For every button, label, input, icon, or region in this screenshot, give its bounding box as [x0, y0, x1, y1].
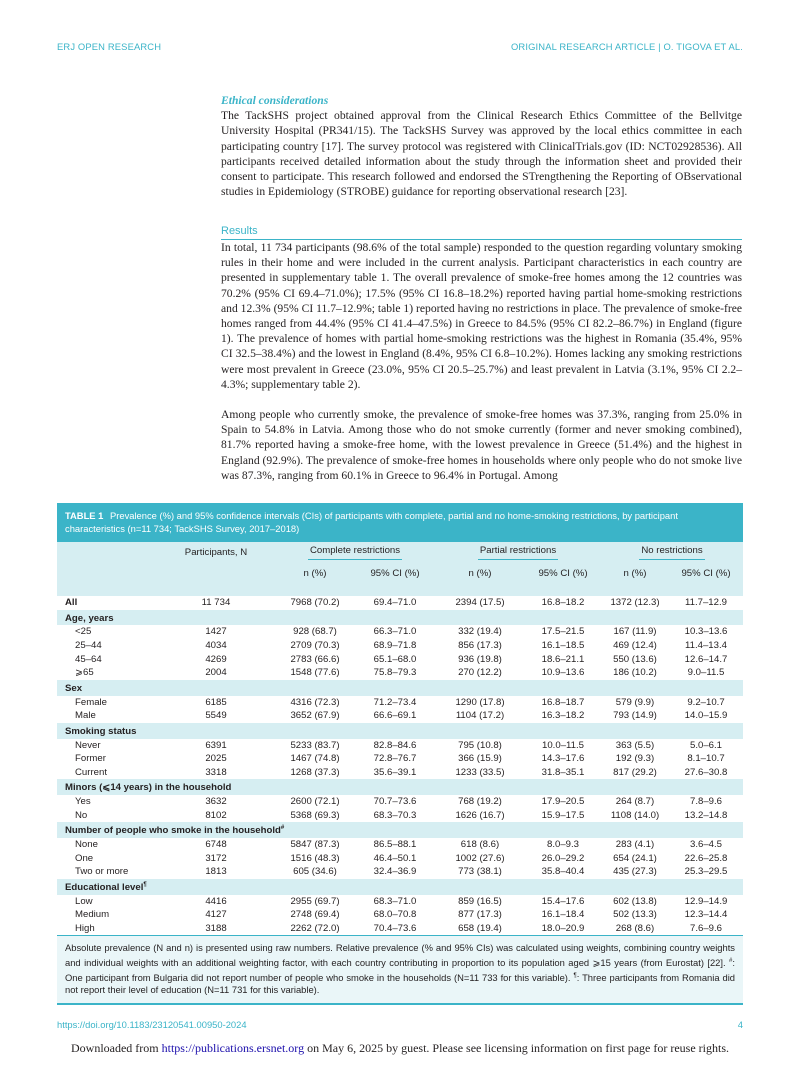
table-cell: 2709 (70.3) [290, 639, 340, 651]
row-label: Male [75, 710, 96, 722]
table-cell: 602 (13.8) [613, 895, 657, 907]
table-cell: 4269 [205, 653, 227, 665]
table-row [57, 653, 743, 667]
table-cell: 3652 (67.9) [290, 710, 340, 722]
table-cell: 6391 [205, 739, 227, 751]
table-cell: 66.3–71.0 [373, 626, 417, 638]
table-row [57, 852, 743, 866]
table-row [57, 752, 743, 766]
table-cell: 768 (19.2) [458, 796, 502, 808]
table-cell: 86.5–88.1 [373, 839, 417, 851]
table-cell: 2783 (66.6) [290, 653, 340, 665]
table-cell: 16.8–18.2 [541, 597, 585, 608]
table-cell: 15.4–17.6 [541, 895, 585, 907]
table-row [57, 865, 743, 879]
table-cell: 264 (8.7) [615, 796, 655, 808]
table-row [57, 739, 743, 753]
table-cell: 859 (16.5) [458, 895, 502, 907]
table-cell: 11 734 [201, 597, 231, 608]
table-cell: 856 (17.3) [458, 639, 502, 651]
table-cell: 16.8–18.7 [541, 696, 585, 708]
ethics-section [221, 93, 742, 199]
row-label: High [75, 922, 95, 934]
download-notice: Downloaded from https://publications.ersnet.org on May 6, 2025 by guest. Please see licensing information on first page for reuse rights. [70, 1041, 729, 1055]
results-table [57, 542, 743, 935]
table-cell: 773 (38.1) [458, 866, 502, 878]
table-cell: 186 (10.2) [613, 667, 657, 679]
table-cell: 71.2–73.4 [373, 696, 417, 708]
table-cell: 1467 (74.8) [290, 753, 340, 765]
header-group-none: No restrictions [601, 542, 743, 562]
table-footnote [57, 935, 743, 1005]
row-label: Low [75, 895, 93, 907]
row-label: No [75, 809, 88, 821]
table-cell: 16.1–18.5 [541, 639, 585, 651]
table-cell: 1813 [205, 866, 227, 878]
header-complete-n: n (%) [275, 562, 355, 584]
row-label: Yes [75, 796, 91, 808]
row-label: Female [75, 696, 107, 708]
table-cell: 5368 (69.3) [290, 809, 340, 821]
table-cell: 8102 [205, 809, 227, 821]
category-footnote-mark: # [280, 825, 285, 832]
row-label: 45–64 [75, 653, 102, 665]
table-row [57, 766, 743, 780]
header-participants: Participants, N [157, 542, 275, 562]
table-cell: 2394 (17.5) [455, 597, 505, 608]
table-row [57, 666, 743, 680]
table-cell: 35.6–39.1 [373, 766, 417, 778]
table-cell: 1268 (37.3) [290, 766, 340, 778]
results-heading-rule [221, 225, 742, 240]
table-cell: 7968 (70.2) [290, 597, 340, 608]
table-cell: 5847 (87.3) [290, 839, 340, 851]
table-cell: 3632 [205, 796, 227, 808]
table-cell: 658 (19.4) [458, 922, 502, 934]
table-cell: 12.9–14.9 [684, 895, 728, 907]
results-section [221, 240, 742, 483]
table-cell: 3318 [205, 766, 227, 778]
table-cell: 17.9–20.5 [541, 796, 585, 808]
table-cell: 1372 (12.3) [610, 597, 660, 608]
table-cell: 12.6–14.7 [684, 653, 728, 665]
table-row [57, 895, 743, 909]
table-label: TABLE 1 [65, 510, 104, 521]
ethics-heading: Ethical considerations [221, 94, 329, 107]
header-group-complete: Complete restrictions [275, 542, 435, 562]
row-label: Current [75, 766, 107, 778]
header-none-ci: 95% CI (%) [669, 562, 743, 584]
table-cell: 6185 [205, 696, 227, 708]
table-cell: 5.0–6.1 [689, 739, 722, 751]
table-row [57, 639, 743, 653]
table-cell: 72.8–76.7 [373, 753, 417, 765]
table-cell: 82.8–84.6 [373, 739, 417, 751]
table-cell: 68.3–70.3 [373, 809, 417, 821]
table-cell: 2600 (72.1) [290, 796, 340, 808]
table-cell: 12.3–14.4 [684, 909, 728, 921]
page-number: 4 [737, 1019, 743, 1030]
table-cell: 4034 [205, 639, 227, 651]
table-cell: 18.0–20.9 [541, 922, 585, 934]
table-category-row [57, 779, 743, 795]
table-body [57, 596, 743, 935]
running-header-journal: ERJ OPEN RESEARCH [57, 41, 162, 52]
table-cell: 22.6–25.8 [684, 852, 728, 864]
footnote-para-mark: ¶ [573, 972, 577, 979]
table-cell: 877 (17.3) [458, 909, 502, 921]
table-cell: 11.7–12.9 [685, 597, 727, 608]
table-cell: 283 (4.1) [615, 839, 655, 851]
table-row [57, 709, 743, 723]
table-cell: 654 (24.1) [613, 852, 657, 864]
table-cell: 270 (12.2) [458, 667, 502, 679]
table-row [57, 908, 743, 922]
table-cell: 1108 (14.0) [610, 809, 660, 821]
row-label: All [65, 597, 78, 608]
table-cell: 2955 (69.7) [290, 895, 340, 907]
table-cell: 14.0–15.9 [684, 710, 728, 722]
table-cell: 70.7–73.6 [373, 796, 417, 808]
table-1 [57, 503, 743, 1005]
table-cell: 13.2–14.8 [684, 809, 728, 821]
table-cell: 550 (13.6) [613, 653, 657, 665]
table-cell: 5233 (83.7) [290, 739, 340, 751]
table-cell: 332 (19.4) [458, 626, 502, 638]
table-cell: 1516 (48.3) [290, 852, 340, 864]
table-cell: 16.3–18.2 [541, 710, 585, 722]
table-cell: 1427 [205, 626, 227, 638]
header-group-partial: Partial restrictions [435, 542, 601, 562]
table-category-row [57, 879, 743, 895]
table-cell: 618 (8.6) [460, 839, 500, 851]
table-category-row [57, 680, 743, 696]
table-cell: 10.9–13.6 [541, 667, 585, 679]
table-header-row-columns [57, 562, 743, 584]
category-title: Educational level [65, 882, 144, 893]
table-cell: 3188 [205, 922, 227, 934]
table-cell: 66.6–69.1 [373, 710, 417, 722]
table-cell: 502 (13.3) [613, 909, 657, 921]
table-cell: 68.3–71.0 [373, 895, 417, 907]
table-cell: 192 (9.3) [615, 753, 655, 765]
table-cell: 7.6–9.6 [689, 922, 722, 934]
table-cell: 167 (11.9) [613, 626, 657, 638]
table-cell: 10.0–11.5 [542, 739, 584, 751]
table-cell: 2748 (69.4) [290, 909, 340, 921]
category-title: Minors (⩽14 years) in the household [65, 782, 232, 794]
table-cell: 6748 [205, 839, 227, 851]
table-header-spacer [57, 584, 743, 596]
ethics-paragraph: The TackSHS project obtained approval from the Clinical Research Ethics Committee of the Bellvitge University Hospital (PR341/15). The TackSHS Survey was approved by the local ethics committee in each participating country [17]. The survey protocol was registered with ClinicalTrials.gov (ID: NCT02928536). All participants received detailed information about the study through the information sheet and provided their consent to participate. This research followed and endorsed the STrengthening the Reporting of OBservational studies in Epidemiology (STROBE) guidance for reporting observational research [23]. [221, 109, 742, 199]
table-cell: 1290 (17.8) [455, 696, 505, 708]
table-cell: 1233 (33.5) [455, 766, 505, 778]
table-cell: 70.4–73.6 [373, 922, 417, 934]
table-cell: 31.8–35.1 [541, 766, 585, 778]
table-cell: 469 (12.4) [613, 639, 657, 651]
results-heading: Results [221, 225, 258, 237]
category-title: Sex [65, 682, 83, 694]
table-cell: 3172 [205, 852, 227, 864]
table-header-row-groups [57, 542, 743, 562]
table-cell: 2004 [205, 667, 227, 679]
table-cell: 1626 (16.7) [455, 809, 505, 821]
header-partial-ci: 95% CI (%) [525, 562, 601, 584]
table-cell: 1548 (77.6) [290, 667, 340, 679]
table-cell: 936 (19.8) [458, 653, 502, 665]
table-cell: 11.4–13.4 [685, 639, 727, 651]
table-cell: 793 (14.9) [613, 710, 657, 722]
table-cell: 9.2–10.7 [687, 696, 725, 708]
table-cell: 3.6–4.5 [689, 839, 722, 851]
table-cell: 817 (29.2) [613, 766, 657, 778]
table-cell: 26.0–29.2 [541, 852, 585, 864]
table-row-all [57, 596, 743, 610]
table-cell: 35.8–40.4 [541, 866, 585, 878]
table-cell: 9.0–11.5 [687, 667, 725, 679]
table-cell: 27.6–30.8 [684, 766, 728, 778]
table-cell: 1002 (27.6) [455, 852, 505, 864]
table-cell: 363 (5.5) [615, 739, 655, 751]
table-cell: 65.1–68.0 [373, 653, 417, 665]
table-row [57, 795, 743, 809]
footnote-hash: : One participant from Bulgaria did not report number of people who smoke in the households (N=11 733 for this variable). [65, 957, 735, 983]
table-cell: 68.0–70.8 [373, 909, 417, 921]
table-cell: 4127 [205, 909, 227, 921]
row-label: <25 [75, 626, 92, 638]
table-cell: 32.4–36.9 [373, 866, 417, 878]
table-cell: 14.3–17.6 [541, 753, 585, 765]
table-category-row [57, 822, 743, 838]
table-category-row [57, 610, 743, 626]
table-row [57, 838, 743, 852]
row-label: Former [75, 753, 106, 765]
table-caption-text: Prevalence (%) and 95% confidence intervals (CIs) of participants with complete, partial and no home-smoking restrictions, by participant characteristics (n=11 734; TackSHS Survey, 2017–2018) [65, 510, 678, 534]
row-label: One [75, 852, 94, 864]
doi-link[interactable]: https://doi.org/10.1183/23120541.00950-2024 [57, 1019, 247, 1030]
table-category-row [57, 723, 743, 739]
table-cell: 579 (9.9) [615, 696, 655, 708]
table-cell: 18.6–21.1 [541, 653, 585, 665]
table-cell: 69.4–71.0 [373, 597, 417, 608]
publisher-link[interactable]: https://publications.ersnet.org [161, 1041, 305, 1055]
table-cell: 68.9–71.8 [373, 639, 417, 651]
running-header-article: ORIGINAL RESEARCH ARTICLE | O. TIGOVA ET AL. [510, 41, 743, 52]
table-cell: 25.3–29.5 [684, 866, 728, 878]
table-cell: 1104 (17.2) [455, 710, 505, 722]
row-label: ⩾65 [75, 667, 94, 679]
table-cell: 268 (8.6) [615, 922, 655, 934]
table-row [57, 922, 743, 936]
table-cell: 5549 [205, 710, 227, 722]
table-cell: 366 (15.9) [458, 753, 502, 765]
table-cell: 8.1–10.7 [687, 753, 725, 765]
row-label: None [75, 839, 98, 851]
table-cell: 10.3–13.6 [684, 626, 728, 638]
table-cell: 16.1–18.4 [541, 909, 585, 921]
footnote-main: Absolute prevalence (N and n) is presented using raw numbers. Relative prevalence (% and 95% CIs) was calculated using weights, combining country weights and individual weights with an additional weighting factor, with each country contributing in proportion to its population aged ⩾15 years (from Eurostat) [22]. [65, 942, 735, 969]
table-cell: 17.5–21.5 [541, 626, 585, 638]
table-cell: 605 (34.6) [293, 866, 337, 878]
header-partial-n: n (%) [435, 562, 525, 584]
table-cell: 435 (27.3) [613, 866, 657, 878]
table-row [57, 625, 743, 639]
category-footnote-mark: ¶ [143, 881, 147, 888]
table-cell: 7.8–9.6 [689, 796, 722, 808]
row-label: 25–44 [75, 639, 102, 651]
category-title: Smoking status [65, 725, 137, 737]
results-paragraph-2: Among people who currently smoke, the prevalence of smoke-free homes was 37.3%, ranging from 25.0% in Spain to 54.8% in Latvia. Among those who do not smoke currently (former and never smoking combined), 81.7% reported having a smoke-free home, with the lowest prevalence in Greece (51.4%) and the highest in England (92.9%). The prevalence of smoke-free homes in households where only people who do not smoke live was 87.3%, ranging from 60.1% in Greece to 96.4% in Portugal. Among [221, 408, 742, 482]
category-title: Age, years [65, 612, 114, 624]
table-cell: 795 (10.8) [458, 739, 502, 751]
table-cell: 2025 [205, 753, 227, 765]
row-label: Never [75, 739, 101, 751]
table-cell: 75.8–79.3 [373, 667, 417, 679]
table-caption [57, 503, 743, 542]
row-label: Two or more [75, 866, 129, 878]
table-cell: 928 (68.7) [293, 626, 337, 638]
table-cell: 4416 [205, 895, 227, 907]
table-cell: 15.9–17.5 [541, 809, 585, 821]
header-complete-ci: 95% CI (%) [355, 562, 435, 584]
footnote-hash-mark: # [729, 957, 733, 964]
table-cell: 4316 (72.3) [290, 696, 340, 708]
table-row [57, 696, 743, 710]
row-label: Medium [75, 909, 110, 921]
table-row [57, 809, 743, 823]
results-paragraph-1: In total, 11 734 participants (98.6% of the total sample) responded to the question regarding voluntary smoking rules in their home and were included in the current analysis. Participant characteristics in each country are presented in supplementary table 1. The overall prevalence of smoke-free homes among the 12 countries was 70.2% (95% CI 69.4–71.0%); 17.5% (95% CI 16.8–18.2%) reported having partial home-smoking restrictions and 12.3% (95% CI 11.7–12.9%; table 1) reported having no restrictions in place. The prevalence of smoke-free homes ranged from 44.4% (95% CI 41.4–47.5%) in Greece to 84.5% (95% CI 82.2–86.7%) in England (figure 1). The prevalence of homes with partial home-smoking restrictions was the highest in Romania (35.4%, 95% CI 32.5–38.4%) and the lowest in England (8.4%, 95% CI 6.8–10.2%). Homes lacking any smoking restrictions were most prevalent in Greece (23.0%, 95% CI 20.5–25.7%) and least prevalent in Latvia (3.1%, 95% CI 2.2–4.3%; supplementary table 2). [221, 241, 742, 391]
header-none-n: n (%) [601, 562, 669, 584]
category-title: Number of people who smoke in the household [65, 825, 281, 837]
table-cell: 2262 (72.0) [290, 922, 340, 934]
footnote-para: : Three participants from Romania did not report their level of education (N=11 731 for this variable). [65, 971, 736, 996]
header-blank [57, 542, 157, 562]
table-cell: 46.4–50.1 [373, 852, 417, 864]
table-cell: 8.0–9.3 [546, 839, 579, 851]
